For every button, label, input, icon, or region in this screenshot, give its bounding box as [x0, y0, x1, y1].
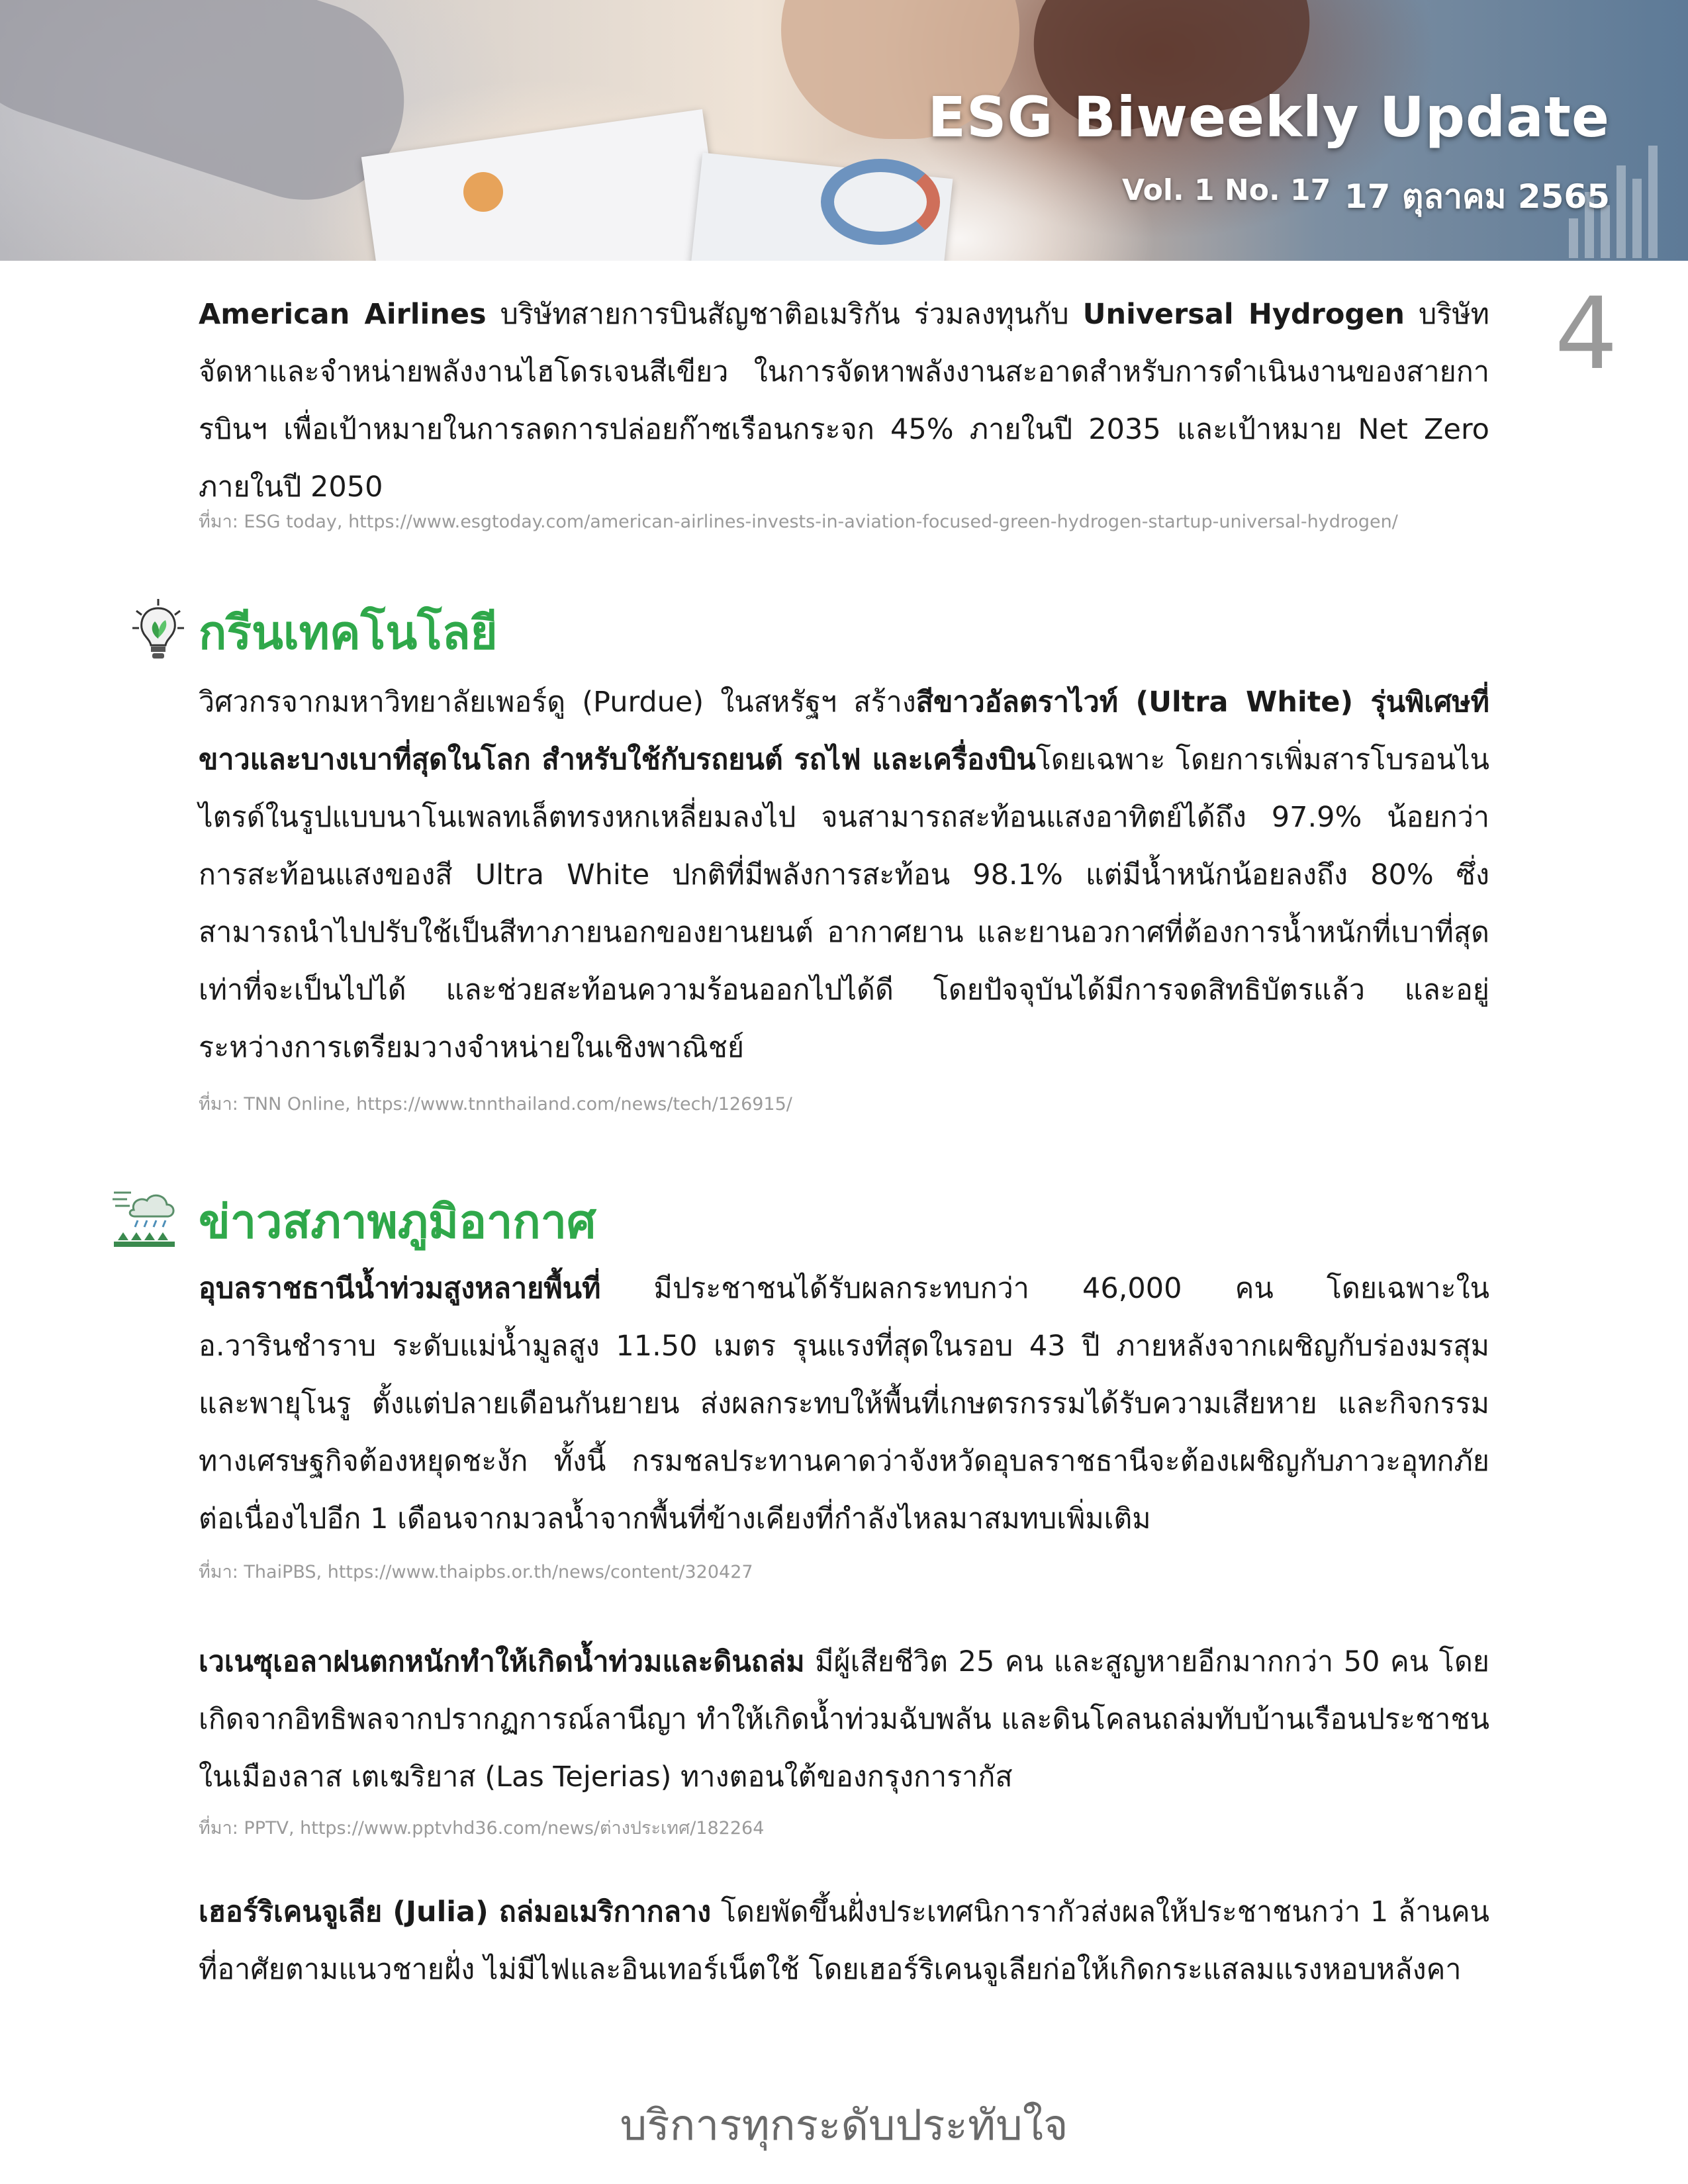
article-american-airlines: American Airlines บริษัทสายการบินสัญชาติอเมริกัน ร่วมลงทุนกับ Universal Hydrogen บริษัทจัดหาและจำหน่ายพลังงานไฮโดรเจนสีเขียว ในการจัดหาพลังงานสะอาดสำหรับการดำเนินงานของสายการบินฯ เพื่อเป้าหมายในการลดการปล่อยก๊าซเรือนกระจก 45% ภายในปี 2035 และเป้าหมาย Net Zero ภายในปี 2050: [199, 298, 1490, 504]
banner-volume: Vol. 1 No. 17: [1122, 173, 1331, 207]
page-number: 4: [1554, 277, 1618, 392]
source-citation: ที่มา: ThaiPBS, https://www.thaipbs.or.th/news/content/320427: [199, 1562, 753, 1582]
footer-slogan: บริการทุกระดับประทับใจ: [620, 2101, 1068, 2150]
section-heading-climate: ข่าวสภาพภูมิอากาศ: [199, 1195, 596, 1249]
bold-company: American Airlines: [199, 298, 487, 331]
article-ubon-flood: อุบลราชธานีน้ำท่วมสูงหลายพื้นที่ มีประชาชนได้รับผลกระทบกว่า 46,000 คน โดยเฉพาะใน อ.วารินชำราบ ระดับแม่น้ำมูลสูง 11.50 เมตร รุนแรงที่สุดในรอบ 43 ปี ภายหลังจากเผชิญกับร่องมรสุม และพายุโนรู ตั้งแต่ปลายเดือนกันยายน ส่งผลกระทบให้พื้นที่เกษตรกรรมได้รับความเสียหาย และกิจกรรมทางเศรษฐกิจต้องหยุดชะงัก ทั้งนี้ กรมชลประทานคาดว่าจังหวัดอุบลราชธานีจะต้องเผชิญกับภาวะอุทกภัยต่อเนื่องไปอีก 1 เดือนจากมวลน้ำจากพื้นที่ข้างเคียงที่กำลังไหลมาสมทบเพิ่มเติม: [199, 1272, 1489, 1535]
lightbulb-leaf-icon: [132, 598, 184, 664]
header-banner: [0, 0, 1688, 261]
source-citation: ที่มา: TNN Online, https://www.tnnthailand.com/news/tech/126915/: [199, 1094, 792, 1115]
source-citation: ที่มา: PPTV, https://www.pptvhd36.com/news/ต่างประเทศ/182264: [199, 1818, 765, 1839]
weather-rain-icon: [111, 1186, 177, 1252]
banner-date: 17 ตุลาคม 2565: [1344, 177, 1610, 216]
article-ultra-white: วิศวกรจากมหาวิทยาลัยเพอร์ดู (Purdue) ในสหรัฐฯ สร้างสีขาวอัลตราไวท์ (Ultra White) รุ่นพิเศษที่ขาวและบางเบาที่สุดในโลก สำหรับใช้กับรถยนต์ รถไฟ และเครื่องบินโดยเฉพาะ โดยการเพิ่มสารโบรอนไนไตรด์ในรูปแบบนาโนเพลทเล็ตทรงหกเหลี่ยมลงไป จนสามารถสะท้อนแสงอาทิตย์ได้ถึง 97.9% น้อยกว่าการสะท้อนแสงของสี Ultra White ปกติที่มีพลังการสะท้อน 98.1% แต่มีน้ำหนักน้อยลงถึง 80% ซึ่งสามารถนำไปปรับใช้เป็นสีทาภายนอกของยานยนต์ อากาศยาน และยานอวกาศที่ต้องการน้ำหนักที่เบาที่สุดเท่าที่จะเป็นไปได้ และช่วยสะท้อนความร้อนออกไปได้ดี โดยปัจจุบันได้มีการจดสิทธิบัตรแล้ว และอยู่ระหว่างการเตรียมวางจำหน่ายในเชิงพาณิชย์: [199, 686, 1489, 1064]
article-hurricane-julia: เฮอร์ริเคนจูเลีย (Julia) ถล่มอเมริกากลาง โดยพัดขึ้นฝั่งประเทศนิการากัวส่งผลให้ประชาชนกว่า 1 ล้านคนที่อาศัยตามแนวชายฝั่ง ไม่มีไฟและอินเทอร์เน็ตใช้ โดยเฮอร์ริเคนจูเลียก่อให้เกิดกระแสลมแรงหอบหลังคา: [199, 1895, 1489, 1986]
banner-title: ESG Biweekly Update: [927, 85, 1610, 150]
article-venezuela-flood: เวเนซุเอลาฝนตกหนักทำให้เกิดน้ำท่วมและดินถล่ม มีผู้เสียชีวิต 25 คน และสูญหายอีกมากกว่า 50 คน โดยเกิดจากอิทธิพลจากปรากฏการณ์ลานีญา ทำให้เกิดน้ำท่วมฉับพลัน และดินโคลนถล่มทับบ้านเรือนประชาชนในเมืองลาส เตเฆริยาส (Las Tejerias) ทางตอนใต้ของกรุงการากัส: [199, 1645, 1489, 1794]
source-citation: ที่มา: ESG today, https://www.esgtoday.com/american-airlines-invests-in-aviation-focused-green-hydrogen-startup-universal-hydrogen/: [199, 512, 1398, 532]
section-heading-green-tech: กรีนเทคโนโลยี: [199, 606, 498, 660]
